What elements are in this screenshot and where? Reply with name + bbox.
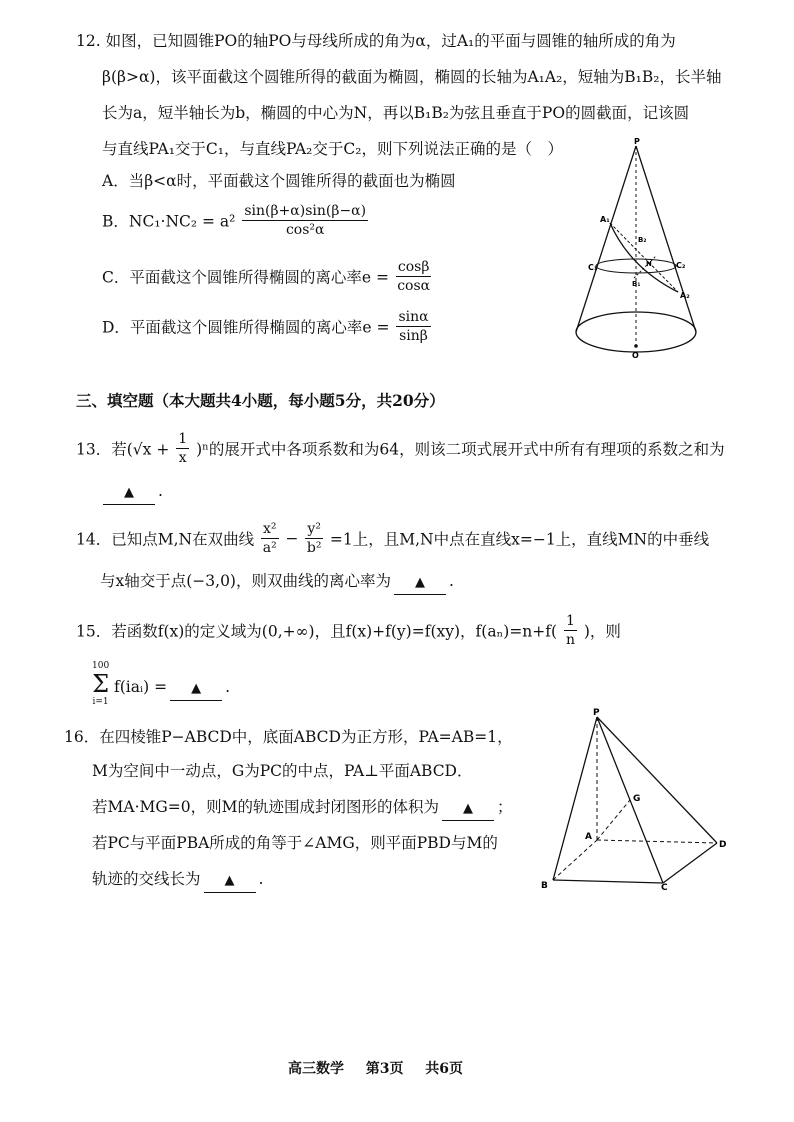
- q13-fraction: $\frac{1}{x}$: [178, 431, 188, 466]
- footer-total-pages: 共6页: [425, 1061, 463, 1077]
- footer-page-number: 第3页: [365, 1061, 404, 1077]
- pyramid-label-p: P: [593, 708, 600, 718]
- pyramid-figure: [535, 705, 730, 890]
- q16-answer-blank-2[interactable]: ▲: [204, 870, 256, 893]
- edge-ab: [553, 840, 597, 880]
- q12-line2: β(β>α)，该平面截这个圆锥所得的截面为椭圆，椭圆的长轴为A₁A₂，短轴为B₁B₂，长半轴: [102, 68, 722, 86]
- q12-option-d-fraction: $\frac{\sin\alpha}{\sin\beta}$: [398, 309, 429, 344]
- cone-label-p: P: [634, 138, 640, 146]
- q12-option-b: B．NC₁·NC₂ = a² $\frac{\sin(\beta+\alpha)\sin(\beta-\alpha)}{\text{cos²α}}$: [102, 203, 367, 238]
- segment-ag: [597, 800, 630, 840]
- pyramid-label-a: A: [585, 832, 592, 842]
- pyramid-label-b: B: [541, 881, 548, 890]
- q13-line1: 13．若(√x + $\frac{1}{x}$ )ⁿ的展开式中各项系数和为64，则该二项式展开式中所有有理项的系数之和为: [76, 431, 725, 466]
- q12-option-d: D．平面截这个圆锥所得椭圆的离心率e = $\frac{\sin\alpha}{\sin\beta}$: [102, 309, 429, 344]
- cone-label-a1: A₁: [600, 215, 610, 224]
- pyramid-label-g: G: [633, 794, 641, 804]
- section3-title: 三、填空题（本大题共4小题，每小题5分，共20分）: [76, 391, 445, 410]
- cone-label-c1: C₁: [588, 263, 598, 272]
- page-footer: [288, 1058, 463, 1078]
- cone-label-c2: C₂: [676, 261, 686, 270]
- edge-ad: [597, 840, 717, 843]
- cone-base-center-dot: [634, 344, 638, 348]
- cone-left-generatrix: [576, 146, 636, 332]
- q12-option-c: C．平面截这个圆锥所得椭圆的离心率e = $\frac{\cos\beta}{\cos\alpha}$: [102, 259, 431, 294]
- edge-cd: [663, 843, 717, 883]
- q16-line2: M为空间中一动点，G为PC的中点，PA⊥平面ABCD．: [92, 762, 473, 780]
- q12-line3: 长为a，短半轴长为b，椭圆的中心为N，再以B₁B₂为弦且垂直于PO的圆截面，记该圆: [102, 104, 690, 122]
- pyramid-label-d: D: [719, 840, 727, 850]
- q16-line1: 16．在四棱锥P−ABCD中，底面ABCD为正方形，PA=AB=1，: [64, 728, 513, 746]
- cone-label-n: N: [646, 260, 652, 268]
- q14-fraction-x: $\frac{\text{x²}}{\text{a²}}$: [262, 521, 277, 556]
- q14-fraction-y: $\frac{\text{y²}}{\text{b²}}$: [306, 521, 322, 556]
- q15-answer-blank[interactable]: ▲: [170, 678, 222, 701]
- q14-line2: 与x轴交于点(−3,0)，则双曲线的离心率为 ▲ .: [100, 570, 454, 595]
- q15-line1: 15．若函数f(x)的定义域为(0,+∞)，且f(x)+f(y)=f(xy)，f(aₙ)=n+f( $\frac{1}{n}$ )，则: [76, 613, 621, 648]
- q12-option-c-fraction: $\frac{\cos\beta}{\cos\alpha}$: [397, 259, 431, 294]
- q13-answer-blank[interactable]: ▲: [103, 482, 155, 505]
- cone-label-a2: A₂: [680, 291, 690, 300]
- q15-sum-line: f(iaᵢ) = ▲ .: [114, 676, 230, 701]
- q12-option-b-fraction: $\frac{\sin(\beta+\alpha)\sin(\beta-\alpha)}{\text{cos²α}}$: [244, 203, 367, 238]
- edge-bc: [553, 880, 663, 883]
- cone-label-o: O: [632, 351, 639, 360]
- q15-fraction: $\frac{1}{n}$: [565, 613, 575, 648]
- edge-pd: [597, 717, 717, 843]
- pyramid-label-c: C: [661, 883, 668, 890]
- q16-line3: 若MA·MG=0，则M的轨迹围成封闭图形的体积为 ▲ ；: [92, 796, 512, 821]
- footer-subject: 高三数学: [288, 1061, 344, 1077]
- cone-label-b2: B₂: [638, 236, 647, 244]
- q14-answer-blank[interactable]: ▲: [394, 572, 446, 595]
- cone-label-b1: B₁: [632, 280, 641, 288]
- q12-line1: 12. 如图，已知圆锥PO的轴PO与母线所成的角为α，过A₁的平面与圆锥的轴所成的角为: [76, 32, 676, 50]
- q12-option-a: A．当β<α时，平面截这个圆锥所得的截面也为椭圆: [102, 172, 456, 190]
- q16-line4: 若PC与平面PBA所成的角等于∠AMG，则平面PBD与M的: [92, 834, 498, 852]
- edge-pb: [553, 717, 597, 880]
- q16-answer-blank-1[interactable]: ▲: [442, 798, 494, 821]
- q16-line5: 轨迹的交线长为 ▲ .: [92, 868, 263, 893]
- q12-line4: 与直线PA₁交于C₁，与直线PA₂交于C₂，则下列说法正确的是（ ）: [102, 140, 563, 158]
- q14-line1: 14．已知点M,N在双曲线 $\frac{\text{x²}}{\text{a²}}$ − $\frac{\text{y²}}{\text{b²}}$ =1上，且M,N中点在直线x=−1上，直线MN的中垂线: [76, 521, 710, 556]
- q13-answer-line: ▲ .: [100, 480, 163, 505]
- major-axis-line: [610, 223, 678, 292]
- q15-summation: 100 Σ i=1: [92, 661, 110, 707]
- q12-number: 12.: [76, 32, 101, 50]
- cone-figure: [560, 138, 720, 363]
